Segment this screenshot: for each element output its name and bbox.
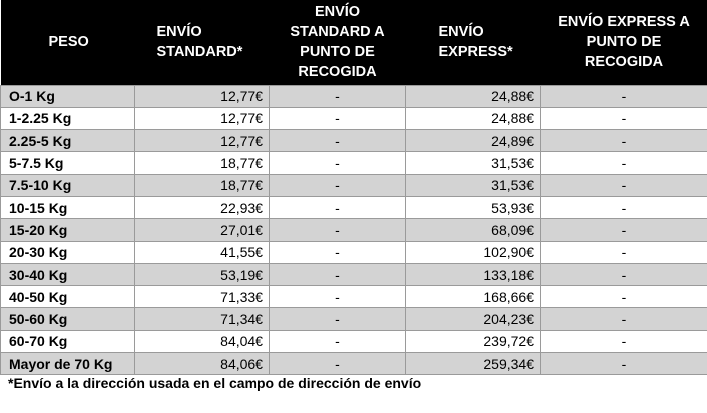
cell-peso: 5-7.5 Kg xyxy=(1,152,135,174)
cell-express: 31,53€ xyxy=(406,152,541,174)
cell-express-punto: - xyxy=(541,241,707,263)
table-row xyxy=(1,107,707,129)
cell-express-punto: - xyxy=(541,353,707,375)
cell-peso: 30-40 Kg xyxy=(1,263,135,285)
cell-standard-punto: - xyxy=(270,174,406,196)
cell-standard: 71,34€ xyxy=(135,308,270,330)
cell-peso: 50-60 Kg xyxy=(1,308,135,330)
cell-express-punto: - xyxy=(541,130,707,152)
table-row xyxy=(1,152,707,174)
table-row xyxy=(1,353,707,375)
header-express: ENVÍO EXPRESS* xyxy=(406,0,541,85)
cell-standard-punto: - xyxy=(270,286,406,308)
header-standard-punto: ENVÍO STANDARD A PUNTO DE RECOGIDA xyxy=(270,0,406,85)
cell-peso: O-1 Kg xyxy=(1,85,135,107)
table-row xyxy=(1,308,707,330)
cell-standard-punto: - xyxy=(270,330,406,352)
cell-peso: 20-30 Kg xyxy=(1,241,135,263)
table-row xyxy=(1,196,707,218)
cell-express-punto: - xyxy=(541,308,707,330)
cell-standard-punto: - xyxy=(270,308,406,330)
cell-peso: 2.25-5 Kg xyxy=(1,130,135,152)
cell-standard-punto: - xyxy=(270,219,406,241)
header-express-punto: ENVÍO EXPRESS A PUNTO DE RECOGIDA xyxy=(541,0,707,85)
cell-express: 259,34€ xyxy=(406,353,541,375)
cell-express: 204,23€ xyxy=(406,308,541,330)
cell-express: 24,89€ xyxy=(406,130,541,152)
table-header xyxy=(1,0,707,85)
cell-standard-punto: - xyxy=(270,85,406,107)
cell-express-punto: - xyxy=(541,219,707,241)
cell-peso: 40-50 Kg xyxy=(1,286,135,308)
cell-peso: 10-15 Kg xyxy=(1,196,135,218)
cell-standard: 22,93€ xyxy=(135,196,270,218)
cell-peso: 15-20 Kg xyxy=(1,219,135,241)
table-body xyxy=(1,85,707,375)
cell-express-punto: - xyxy=(541,196,707,218)
cell-standard: 27,01€ xyxy=(135,219,270,241)
cell-standard: 84,04€ xyxy=(135,330,270,352)
cell-peso: 7.5-10 Kg xyxy=(1,174,135,196)
cell-peso: Mayor de 70 Kg xyxy=(1,353,135,375)
table-row xyxy=(1,219,707,241)
cell-express-punto: - xyxy=(541,107,707,129)
cell-express-punto: - xyxy=(541,286,707,308)
table-row xyxy=(1,85,707,107)
cell-express-punto: - xyxy=(541,152,707,174)
cell-standard-punto: - xyxy=(270,196,406,218)
cell-standard-punto: - xyxy=(270,263,406,285)
cell-standard: 12,77€ xyxy=(135,85,270,107)
header-row xyxy=(1,0,707,85)
cell-express-punto: - xyxy=(541,330,707,352)
cell-standard-punto: - xyxy=(270,241,406,263)
cell-standard-punto: - xyxy=(270,152,406,174)
header-peso: PESO xyxy=(1,0,135,85)
cell-express: 239,72€ xyxy=(406,330,541,352)
cell-express: 53,93€ xyxy=(406,196,541,218)
cell-express: 168,66€ xyxy=(406,286,541,308)
cell-express: 31,53€ xyxy=(406,174,541,196)
cell-standard-punto: - xyxy=(270,130,406,152)
cell-express-punto: - xyxy=(541,263,707,285)
cell-standard: 71,33€ xyxy=(135,286,270,308)
cell-standard: 84,06€ xyxy=(135,353,270,375)
table-row xyxy=(1,286,707,308)
table-row xyxy=(1,241,707,263)
cell-express-punto: - xyxy=(541,174,707,196)
footnote: *Envío a la dirección usada en el campo de dirección de envío xyxy=(8,375,422,391)
cell-express: 24,88€ xyxy=(406,107,541,129)
table-row xyxy=(1,263,707,285)
cell-express: 24,88€ xyxy=(406,85,541,107)
cell-standard: 18,77€ xyxy=(135,174,270,196)
table-row xyxy=(1,130,707,152)
cell-standard: 53,19€ xyxy=(135,263,270,285)
cell-express: 68,09€ xyxy=(406,219,541,241)
cell-peso: 1-2.25 Kg xyxy=(1,107,135,129)
cell-peso: 60-70 Kg xyxy=(1,330,135,352)
cell-standard: 12,77€ xyxy=(135,107,270,129)
cell-express: 133,18€ xyxy=(406,263,541,285)
cell-standard-punto: - xyxy=(270,353,406,375)
cell-standard: 12,77€ xyxy=(135,130,270,152)
cell-express-punto: - xyxy=(541,85,707,107)
cell-standard: 18,77€ xyxy=(135,152,270,174)
cell-standard: 41,55€ xyxy=(135,241,270,263)
table-row xyxy=(1,174,707,196)
header-standard: ENVÍO STANDARD* xyxy=(135,0,270,85)
table-row xyxy=(1,330,707,352)
cell-express: 102,90€ xyxy=(406,241,541,263)
cell-standard-punto: - xyxy=(270,107,406,129)
